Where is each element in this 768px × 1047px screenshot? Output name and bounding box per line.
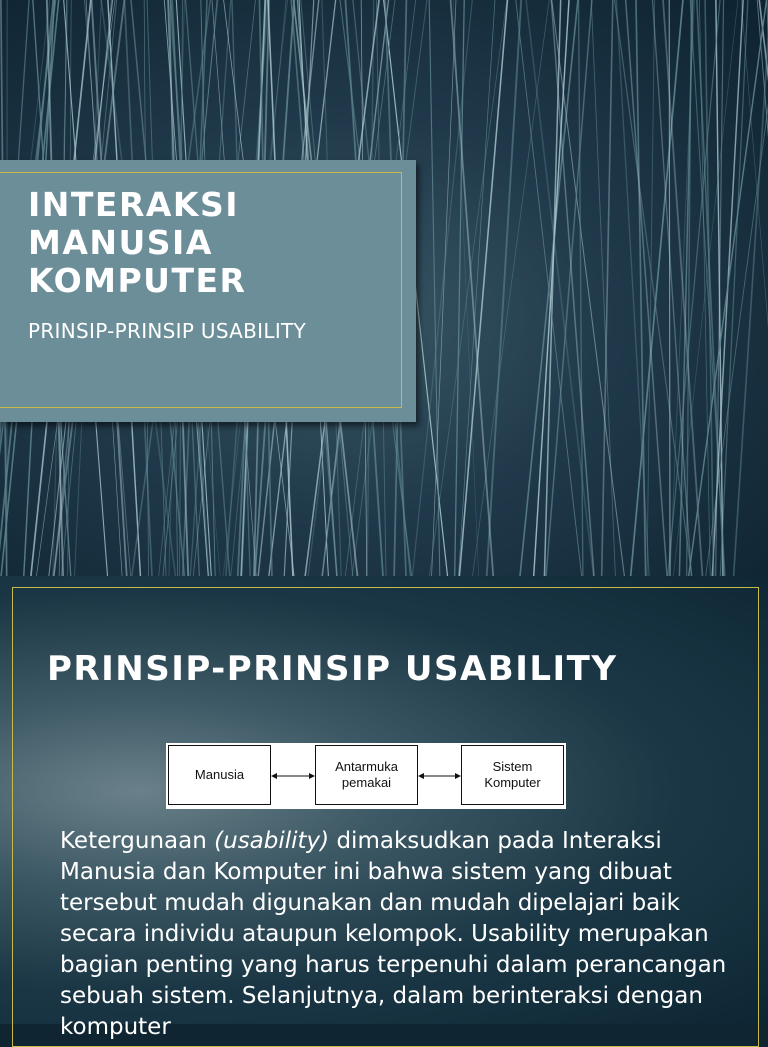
interaction-diagram bbox=[166, 743, 566, 809]
double-arrow-icon bbox=[418, 771, 461, 781]
body-rest: dimaksudkan pada Interaksi Manusia dan Komputer ini bahwa sistem yang dibuat tersebut mudah digunakan dan mudah dipelajari baik secara individu ataupun kelompok. Usability merupakan bagian penting yang harus terpenuhi dalam perancangan sebuah sistem. Selanjutnya, dalam berinteraksi dengan komputer bbox=[60, 828, 727, 1040]
double-arrow-icon bbox=[271, 771, 315, 781]
content-slide bbox=[0, 576, 768, 1040]
body-paragraph bbox=[60, 826, 750, 1043]
diagram-box-antarmuka: Antarmuka pemakai bbox=[315, 745, 418, 805]
content-heading: PRINSIP-PRINSIP USABILITY bbox=[47, 649, 618, 689]
slide-title: INTERAKSI MANUSIA KOMPUTER bbox=[28, 185, 247, 300]
diagram-box-sistem: Sistem Komputer bbox=[461, 745, 564, 805]
diagram-box-manusia: Manusia bbox=[168, 745, 271, 805]
body-intro: Ketergunaan bbox=[60, 828, 215, 854]
body-term: (usability) bbox=[214, 828, 330, 854]
slide-subtitle: PRINSIP-PRINSIP USABILITY bbox=[28, 319, 307, 343]
